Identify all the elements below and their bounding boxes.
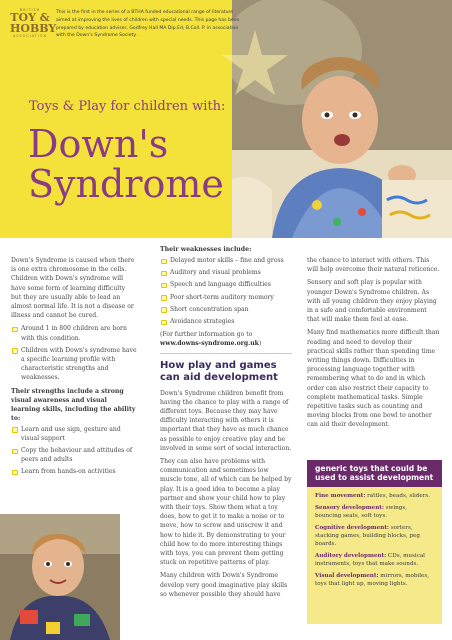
further-info: (For further information go to www.downs-syndrome.org.uk) bbox=[160, 331, 262, 348]
intro-text: This is the first in the series of a BTHA funded educational range of literature aimed at improving the lives of children with special needs. This page has been prepared by education adviser, Godfrey Hall MA Dip.Ed, B.Coll. P. in association with the Down's Syndrome Society. bbox=[56, 10, 240, 39]
divider bbox=[160, 353, 292, 354]
paragraph: the chance to interact with others. This will help overcome their natural reticence. bbox=[307, 257, 440, 274]
column-2 bbox=[160, 245, 292, 603]
strengths-heading: Their strengths include a strong visual awareness and visual learning skills, including the ability to: bbox=[11, 387, 136, 422]
section-heading: How play and games can aid development bbox=[160, 359, 278, 383]
list-item: Cognitive development: sorters, stacking games, building blocks, peg boards. bbox=[315, 525, 420, 547]
list-item: Visual development: mirrors, mobiles, toys that light up, moving lights. bbox=[315, 573, 430, 587]
intro-paragraph: Down's Syndrome is caused when there is one extra chromosome in the cells. Children with Down's syndrome will have some form of learning difficulty but they are usually able to lead an almost normal life. It is not a disease or illness and cannot be cured. bbox=[11, 257, 135, 320]
list-item: Auditory development: CDs, musical instruments, toys that make sounds. bbox=[315, 553, 425, 567]
list-item: Children with Down's syndrome have a specific learning profile with characteristic strengths and weaknesses. bbox=[11, 346, 137, 383]
list-item: Auditory and visual problems bbox=[160, 268, 292, 277]
paragraph: Many children with Down's Syndrome develop very good imaginative play skills so whenever possible they should have bbox=[160, 572, 288, 598]
strengths-list bbox=[11, 425, 137, 477]
list-item: Delayed motor skills – fine and gross bbox=[160, 256, 292, 265]
list-item: Learn from hands-on activities bbox=[11, 467, 137, 476]
weaknesses-heading: Their weaknesses include: bbox=[160, 246, 252, 253]
page-title: Down's Syndrome bbox=[28, 122, 224, 206]
column-1 bbox=[11, 256, 137, 481]
hero-banner bbox=[0, 0, 452, 238]
list-item: Around 1 in 800 children are born with this condition. bbox=[11, 324, 137, 342]
box-heading: generic toys that could be used to assist development bbox=[307, 460, 442, 487]
child-playing-photo bbox=[0, 514, 120, 640]
paragraph: Many find mathematics more difficult than reading and need to develop their practical skills rather than spending time writing things down. Difficulties in processing language together with remembering what to do and in which order can also restrict their capacity to complete mathematical tasks. Simple repetitive tasks such as counting and moving blocks from one bowl to another can aid their development. bbox=[307, 329, 440, 429]
paragraph: Sensory and soft play is popular with younger Down's Syndrome children. As with all young children they enjoy playing in a safe and comfortable environment that will make them feel at ease. bbox=[307, 279, 437, 324]
generic-toys-box bbox=[307, 460, 442, 624]
btha-logo: BRITISH TOY & HOBBY ASSOCIATION bbox=[10, 8, 57, 38]
page-subtitle: Toys & Play for children with: bbox=[29, 99, 226, 114]
list-item: Short concentration span bbox=[160, 305, 292, 314]
list-item: Speech and language difficulties bbox=[160, 280, 292, 289]
paragraph: They can also have problems with communication and sometimes low muscle tone, all of which can be helped by play. It is a good idea to become a play partner and show your child how to play with their toys. Show them what a toy does, how to get it to make a noise or to move, how to screw and unscrew it and how to hide it. By demonstrating to your child how to do more interesting things with toys, you can prevent them getting stuck on repetitive patterns of play. bbox=[160, 458, 292, 567]
website-link[interactable]: www.downs-syndrome.org.uk bbox=[160, 340, 259, 348]
list-item: Copy the behaviour and attitudes of peers and adults bbox=[11, 446, 137, 464]
list-item: Sensory development: swings, bouncing seats, soft toys. bbox=[315, 505, 407, 519]
column-3 bbox=[307, 256, 441, 434]
paragraph: Down's Syndrome children benefit from having the chance to play with a range of different toys. Because they may have difficulty interacting with others it is important that they have as much chance as possible to enjoy creative play and be involved in some sort of social interaction. bbox=[160, 389, 292, 452]
list-item: Avoidance strategies bbox=[160, 317, 292, 326]
list-item: Learn and use sign, gesture and visual support bbox=[11, 425, 137, 443]
list-item: Fine movement: rattles, beads, sliders. bbox=[315, 493, 431, 499]
weaknesses-list bbox=[160, 256, 292, 326]
facts-list bbox=[11, 324, 137, 382]
list-item: Poor short-term auditory memory bbox=[160, 293, 292, 302]
box-body bbox=[307, 487, 442, 597]
